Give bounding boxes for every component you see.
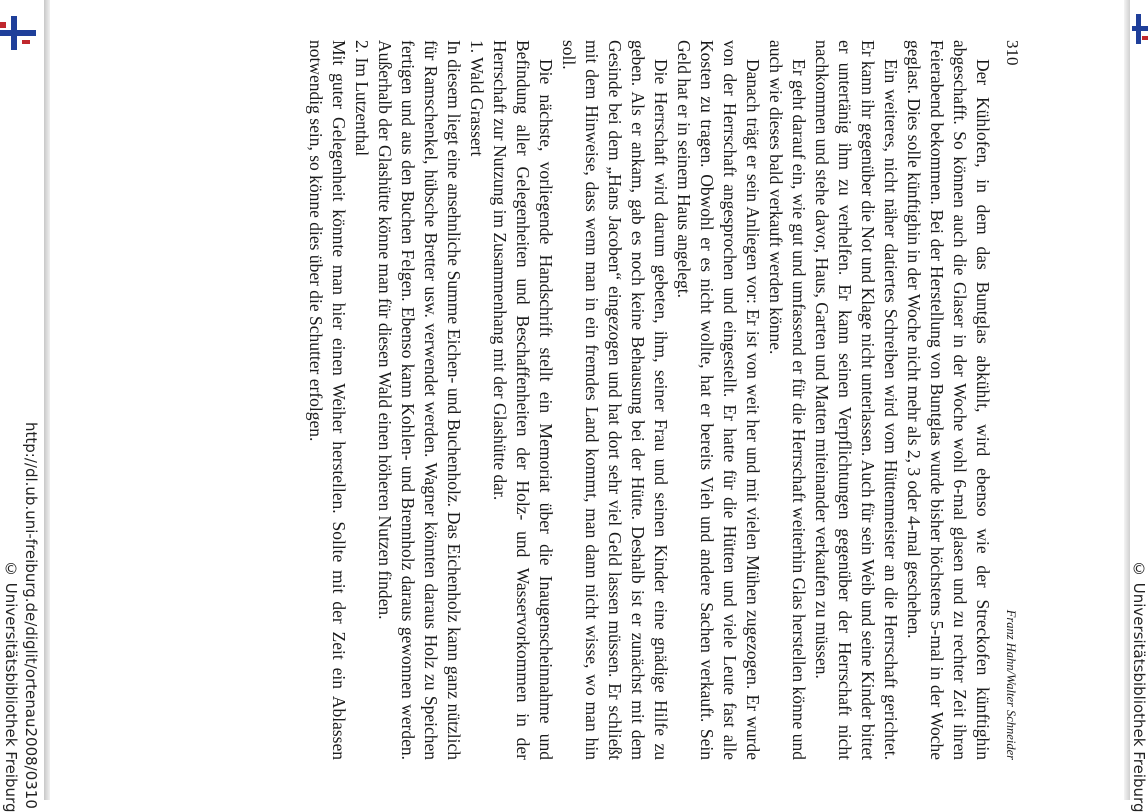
paragraph: Der Kühlofen, in dem das Buntglas abkühlt, wird ebenso wie der Streckofen künftighin abgeschafft. So können auch die Glaser in der Woche wohl 6-mal glasen und zu rechter Zeit ihren Feierabend bekommen. Bei der Herstellung von Buntglas wurde bisher höchstens 5-mal in der Woche geglast. Dies solle künftighin in der Woche nicht mehr als 2, 3 oder 4-mal geschehen. [904, 40, 993, 760]
section-heading: 1. Wald Grassert [467, 40, 487, 157]
paragraph: Die nächste, vorliegende Handschrift stellt ein Memoriat über die Inaugenscheinnahme und Befindung aller Gelegenheiten und Beschaffenheiten der Holz- und Wasservorkommen in der Herrschaft zur Nutzung im Zusammenhang mit der Glashütte dar. [490, 40, 556, 760]
source-url[interactable]: http://dl.ub.uni-freiburg.de/diglit/ortenau2008/0310 [22, 422, 40, 809]
running-head-authors: Franz Hahn/Walter Schneider [1004, 609, 1018, 760]
paragraph: Danach trägt er sein Anliegen vor: Er ist von weit her und mit vielen Mühen zugezogen. Er wurde von der Herrschaft angesprochen und eingestellt. Er hatte für die Hütten und viele Leute fast alle Kosten zu tragen. Obwohl er es nicht wollte, hat er bereits Vieh und andere Sachen verkauft. Sein Geld hat er in seinem Haus angelegt. [674, 40, 763, 760]
page-body [304, 40, 994, 760]
section-heading: 2. Im Lutzenthal [352, 40, 372, 157]
left-page-shadow [44, 0, 50, 800]
copyright-left: © Universitätsbibliothek Freiburg [2, 560, 20, 812]
section-text: In diesem liegt eine ansehnliche Summe Eichen- und Buchenholz. Das Eichenholz kann ganz nützlich für Ramschenkel, hübsche Bretter usw. verwendet werden. Wagner könnten daraus Holz zu Speichen fertigen und aus den Buchen Felgen. Ebenso kann Kohlen- und Brennholz daraus gewonnen werden. Außerhalb der Glashütte könne man für diesen Wald einen höheren Nutzen finden. [375, 40, 464, 760]
page-number: 310 [1003, 40, 1022, 66]
paragraph: Er geht darauf ein, wie gut und umfassend er für die Herrschaft weiterhin Glas herstellen könne und auch wie dieses bald verkauft werden könne. [766, 40, 809, 760]
page-header [1000, 40, 1024, 760]
library-logo-right-icon [1132, 14, 1148, 44]
section-text: Mit guter Gelegenheit könnte man hier einen Weiher herstellen. Sollte mit der Zeit ein Ablassen notwendig sein, so könne dies über die Schutter erfolgen. [306, 40, 349, 760]
copyright-right: © Universitätsbibliothek Freiburg [1130, 560, 1148, 812]
paragraph: Ein weiteres, nicht näher datiertes Schreiben wird vom Hüttenmeister an die Herrschaft gerichtet. Er kann ihr gegenüber die Not und Klage nicht unterlassen. Auch für sein Weib und seine Kinder bittet er untertänig ihm zu verhelfen. Er kann seinen Verpflichtungen gegenüber der Herrschaft nicht nachkommen und stehe davor, Haus, Garten und Matten miteinander verkaufen zu müssen. [812, 40, 901, 760]
document-page [124, 40, 1024, 760]
library-logo-icon [0, 16, 36, 50]
paragraph: Die Herrschaft wird darum gebeten, ihm, seiner Frau und seinen Kinder eine gnädige Hilfe zu geben. Als er ankam, gab es noch keine Behausung bei der Hütte. Deshalb ist er zunächst mit dem Gesinde bei dem „Hans Jacoben“ eingezogen und hat dort sehr viel Geld lassen müssen. Er schließt mit dem Hinweise, dass wenn man in ein fremdes Land kommt, man dann nicht wisse, wo man hin soll. [559, 40, 671, 760]
